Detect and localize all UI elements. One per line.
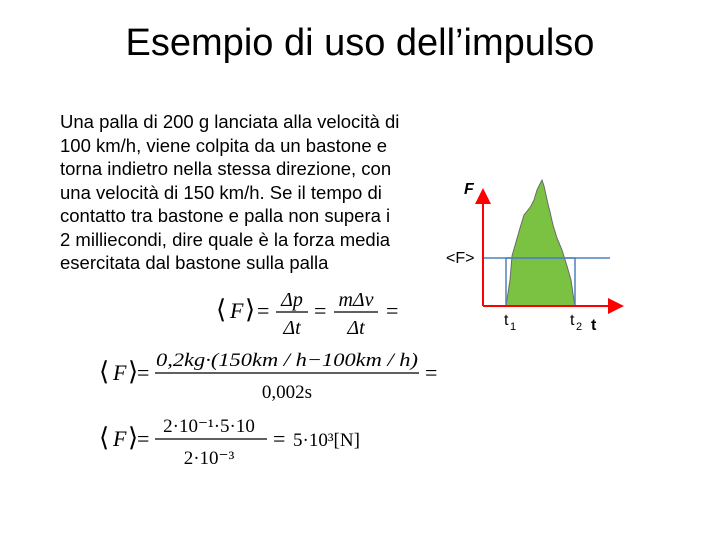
equation-2 xyxy=(97,342,447,411)
force-time-graph xyxy=(440,170,720,345)
impulse-area xyxy=(506,180,575,306)
problem-text: Una palla di 200 g lanciata alla velocità di 100 km/h, viene colpita da un bastone e torna indietro nella stessa direzione, con una velocità di 150 km/h. Se il tempo di contatto tra bastone e palla non supera i 2 milliecondi, dire quale è la forza media esercitata dal bastone sulla palla xyxy=(60,111,400,273)
eq1-frac2-den: Δt xyxy=(347,317,365,339)
eq1-frac1-num: Δp xyxy=(281,289,303,311)
average-force-label: <F> xyxy=(446,250,475,267)
eq1-left-bracket: ⟨ xyxy=(216,295,227,324)
eq1-equals-1: = xyxy=(257,298,270,323)
eq1-frac1-den: Δt xyxy=(283,317,301,339)
eq2-right-bracket: ⟩ xyxy=(128,357,139,386)
y-axis-label: F xyxy=(464,181,474,198)
eq2-equals-1: = xyxy=(137,360,150,385)
eq3-denominator: 2·10⁻³ xyxy=(183,448,235,469)
equation-3 xyxy=(97,408,397,477)
eq3-equals-2: = xyxy=(273,426,286,451)
eq1-equals-2: = xyxy=(314,298,327,323)
eq3-equals-1: = xyxy=(137,426,150,451)
eq1-lhs: F xyxy=(230,298,244,323)
eq3-right-bracket: ⟩ xyxy=(128,423,139,452)
eq2-equals-2: = xyxy=(425,360,438,385)
slide-title: Esempio di uso dell’impulso xyxy=(125,22,595,64)
eq3-numerator: 2·10⁻¹·5·10 xyxy=(163,416,255,437)
t1-subscript: 1 xyxy=(510,321,517,333)
eq1-equals-3: = xyxy=(386,298,399,323)
eq3-lhs: F xyxy=(113,426,127,451)
eq3-left-bracket: ⟨ xyxy=(99,423,110,452)
eq1-frac2-num: mΔv xyxy=(338,289,374,311)
eq2-denominator: 0,002s xyxy=(261,382,313,403)
x-axis-label: t xyxy=(591,317,597,334)
t2-label: t xyxy=(570,312,575,329)
eq3-result: 5·10³[N] xyxy=(293,430,360,451)
eq1-right-bracket: ⟩ xyxy=(245,295,256,324)
equation-1 xyxy=(214,284,404,349)
t1-label: t xyxy=(504,312,509,329)
eq2-numerator: 0,2kg·(150km / h−100km / h) xyxy=(156,350,418,371)
t2-subscript: 2 xyxy=(576,321,583,333)
eq2-lhs: F xyxy=(113,360,127,385)
eq2-left-bracket: ⟨ xyxy=(99,357,110,386)
